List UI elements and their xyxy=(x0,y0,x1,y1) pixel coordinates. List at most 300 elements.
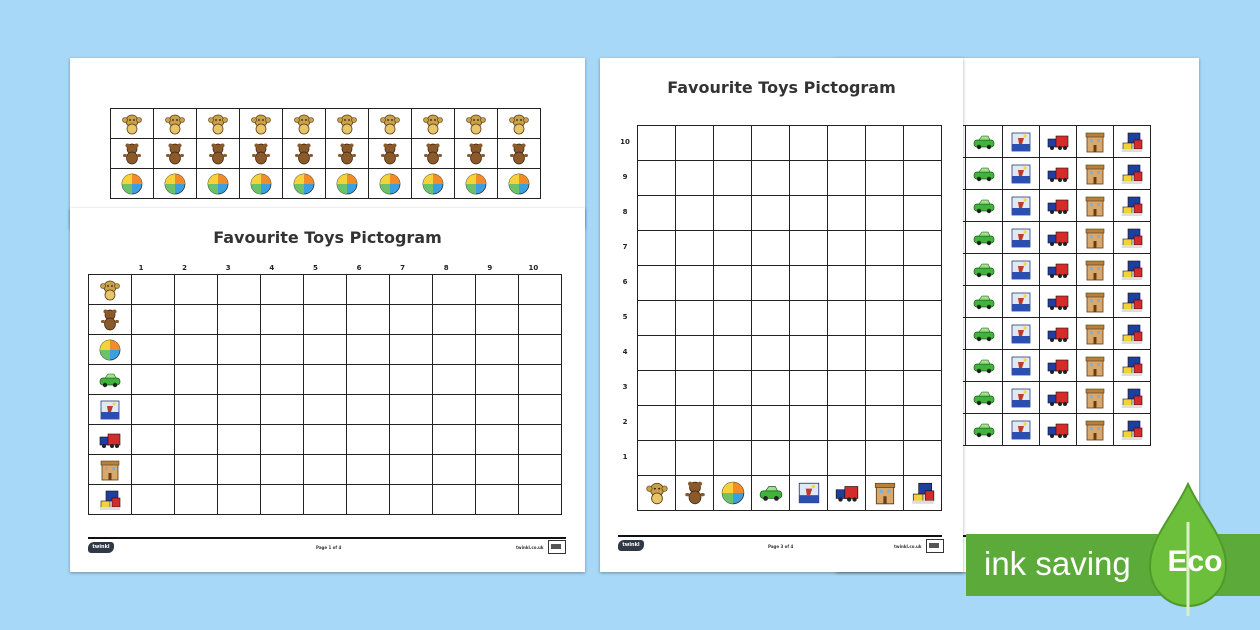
empty-tally-cell[interactable] xyxy=(132,485,175,515)
empty-tally-cell[interactable] xyxy=(638,441,676,476)
empty-tally-cell[interactable] xyxy=(433,425,476,455)
empty-tally-cell[interactable] xyxy=(752,441,790,476)
empty-tally-cell[interactable] xyxy=(132,335,175,365)
empty-tally-cell[interactable] xyxy=(304,335,347,365)
empty-tally-cell[interactable] xyxy=(904,336,942,371)
empty-tally-cell[interactable] xyxy=(390,305,433,335)
empty-tally-cell[interactable] xyxy=(828,161,866,196)
cutout-cell xyxy=(240,109,283,139)
cutout-cell xyxy=(1040,382,1077,414)
empty-tally-cell[interactable] xyxy=(790,406,828,441)
empty-tally-cell[interactable] xyxy=(519,365,562,395)
empty-tally-cell[interactable] xyxy=(676,441,714,476)
empty-tally-cell[interactable] xyxy=(790,301,828,336)
grid-row xyxy=(638,266,942,301)
empty-tally-cell[interactable] xyxy=(261,455,304,485)
empty-tally-cell[interactable] xyxy=(390,485,433,515)
empty-tally-cell[interactable] xyxy=(904,196,942,231)
empty-tally-cell[interactable] xyxy=(390,275,433,305)
empty-tally-cell[interactable] xyxy=(866,301,904,336)
column-toy-cell xyxy=(904,476,942,511)
cutout-grid-top xyxy=(110,108,541,199)
cutout-cell xyxy=(1003,126,1040,158)
empty-tally-cell[interactable] xyxy=(714,231,752,266)
beach-ball-icon xyxy=(378,172,402,196)
cutout-cell xyxy=(1040,190,1077,222)
empty-tally-cell[interactable] xyxy=(676,266,714,301)
empty-tally-cell[interactable] xyxy=(904,406,942,441)
empty-tally-cell[interactable] xyxy=(638,126,676,161)
empty-tally-cell[interactable] xyxy=(828,336,866,371)
empty-tally-cell[interactable] xyxy=(828,231,866,266)
empty-tally-cell[interactable] xyxy=(866,406,904,441)
empty-tally-cell[interactable] xyxy=(433,455,476,485)
column-number: 6 xyxy=(356,264,362,272)
cutout-cell xyxy=(412,139,455,169)
cutout-cell xyxy=(1077,382,1114,414)
empty-tally-cell[interactable] xyxy=(904,301,942,336)
empty-tally-cell[interactable] xyxy=(519,425,562,455)
empty-tally-cell[interactable] xyxy=(218,305,261,335)
cutout-row-monkey-toy xyxy=(111,109,541,139)
empty-tally-cell[interactable] xyxy=(714,126,752,161)
empty-tally-cell[interactable] xyxy=(347,335,390,365)
empty-tally-cell[interactable] xyxy=(218,395,261,425)
grid-row xyxy=(638,406,942,441)
dolls-house-icon xyxy=(1083,194,1107,218)
dolls-house-icon xyxy=(1083,258,1107,282)
empty-tally-cell[interactable] xyxy=(714,301,752,336)
cutout-cell xyxy=(498,109,541,139)
empty-tally-cell[interactable] xyxy=(866,231,904,266)
empty-tally-cell[interactable] xyxy=(676,126,714,161)
empty-tally-cell[interactable] xyxy=(261,335,304,365)
column-number: 1 xyxy=(138,264,144,272)
cutout-cell xyxy=(1040,414,1077,446)
empty-tally-cell[interactable] xyxy=(132,365,175,395)
beach-ball-icon xyxy=(720,480,746,506)
cutout-row-teddy-bear xyxy=(111,139,541,169)
empty-tally-cell[interactable] xyxy=(676,301,714,336)
empty-tally-cell[interactable] xyxy=(714,336,752,371)
row-number: 4 xyxy=(622,348,628,356)
empty-tally-cell[interactable] xyxy=(433,305,476,335)
empty-tally-cell[interactable] xyxy=(904,371,942,406)
empty-tally-cell[interactable] xyxy=(752,336,790,371)
empty-tally-cell[interactable] xyxy=(519,395,562,425)
empty-tally-cell[interactable] xyxy=(752,126,790,161)
eco-label: Eco xyxy=(1167,545,1223,578)
empty-tally-cell[interactable] xyxy=(790,371,828,406)
empty-tally-cell[interactable] xyxy=(261,365,304,395)
empty-tally-cell[interactable] xyxy=(790,441,828,476)
jigsaw-puzzle-icon xyxy=(1009,194,1033,218)
cutout-cell xyxy=(1003,382,1040,414)
toy-car-icon xyxy=(758,480,784,506)
empty-tally-cell[interactable] xyxy=(714,406,752,441)
empty-tally-cell[interactable] xyxy=(175,305,218,335)
row-number: 9 xyxy=(622,173,628,181)
cutout-sheet-top xyxy=(70,58,585,228)
cutout-cell xyxy=(1003,190,1040,222)
cutout-cell xyxy=(498,169,541,199)
teddy-bear-icon xyxy=(464,142,488,166)
empty-tally-cell[interactable] xyxy=(904,161,942,196)
jigsaw-puzzle-icon xyxy=(1009,418,1033,442)
jigsaw-puzzle-icon xyxy=(98,398,122,422)
row-toy-cell xyxy=(89,305,132,335)
empty-tally-cell[interactable] xyxy=(790,126,828,161)
empty-tally-cell[interactable] xyxy=(676,336,714,371)
empty-tally-cell[interactable] xyxy=(218,365,261,395)
beach-ball-icon xyxy=(120,172,144,196)
toy-car-icon xyxy=(972,226,996,250)
column-number: 2 xyxy=(182,264,188,272)
empty-tally-cell[interactable] xyxy=(347,365,390,395)
cutout-cell xyxy=(326,139,369,169)
building-blocks-icon xyxy=(1120,322,1144,346)
row-number: 5 xyxy=(622,313,628,321)
building-blocks-icon xyxy=(910,480,936,506)
empty-tally-cell[interactable] xyxy=(304,395,347,425)
building-blocks-icon xyxy=(1120,130,1144,154)
empty-tally-cell[interactable] xyxy=(828,126,866,161)
row-toy-cell xyxy=(89,335,132,365)
website-text: twinkl.co.uk xyxy=(516,545,544,550)
toy-car-icon xyxy=(972,194,996,218)
empty-tally-cell[interactable] xyxy=(261,425,304,455)
empty-tally-cell[interactable] xyxy=(261,395,304,425)
empty-tally-cell[interactable] xyxy=(828,301,866,336)
cutout-cell xyxy=(1114,126,1151,158)
jigsaw-puzzle-icon xyxy=(796,480,822,506)
empty-tally-cell[interactable] xyxy=(519,305,562,335)
empty-tally-cell[interactable] xyxy=(638,371,676,406)
empty-tally-cell[interactable] xyxy=(390,365,433,395)
teddy-bear-icon xyxy=(507,142,531,166)
empty-tally-cell[interactable] xyxy=(638,301,676,336)
empty-tally-cell[interactable] xyxy=(175,485,218,515)
cutout-cell xyxy=(1040,318,1077,350)
empty-tally-cell[interactable] xyxy=(304,455,347,485)
empty-tally-cell[interactable] xyxy=(828,266,866,301)
quality-stamp xyxy=(548,540,566,554)
empty-tally-cell[interactable] xyxy=(676,161,714,196)
toy-car-icon xyxy=(98,368,122,392)
cutout-cell xyxy=(154,169,197,199)
empty-tally-cell[interactable] xyxy=(304,485,347,515)
cutout-cell xyxy=(240,169,283,199)
jigsaw-puzzle-icon xyxy=(1009,226,1033,250)
column-number: 5 xyxy=(312,264,318,272)
empty-tally-cell[interactable] xyxy=(433,395,476,425)
empty-tally-cell[interactable] xyxy=(904,231,942,266)
cutout-cell xyxy=(1114,190,1151,222)
empty-tally-cell[interactable] xyxy=(676,231,714,266)
cutout-cell xyxy=(326,169,369,199)
empty-tally-cell[interactable] xyxy=(519,335,562,365)
empty-tally-cell[interactable] xyxy=(828,406,866,441)
cutout-cell xyxy=(326,109,369,139)
toy-car-icon xyxy=(972,322,996,346)
empty-tally-cell[interactable] xyxy=(638,266,676,301)
empty-tally-cell[interactable] xyxy=(390,425,433,455)
empty-tally-cell[interactable] xyxy=(175,335,218,365)
toy-train-icon xyxy=(98,428,122,452)
page-title: Favourite Toys Pictogram xyxy=(667,78,896,97)
empty-tally-cell[interactable] xyxy=(866,266,904,301)
empty-tally-cell[interactable] xyxy=(828,371,866,406)
empty-tally-cell[interactable] xyxy=(476,485,519,515)
empty-tally-cell[interactable] xyxy=(866,371,904,406)
empty-tally-cell[interactable] xyxy=(304,275,347,305)
dolls-house-icon xyxy=(1083,290,1107,314)
dolls-house-icon xyxy=(1083,130,1107,154)
empty-tally-cell[interactable] xyxy=(476,395,519,425)
empty-tally-cell[interactable] xyxy=(175,395,218,425)
beach-ball-icon xyxy=(335,172,359,196)
teddy-bear-icon xyxy=(292,142,316,166)
cutout-cell xyxy=(111,169,154,199)
empty-tally-cell[interactable] xyxy=(904,126,942,161)
empty-tally-cell[interactable] xyxy=(828,441,866,476)
row-number: 7 xyxy=(622,243,628,251)
toy-car-icon xyxy=(972,290,996,314)
toy-train-icon xyxy=(1046,290,1070,314)
column-toy-cell xyxy=(752,476,790,511)
cutout-cell xyxy=(1077,254,1114,286)
beach-ball-icon xyxy=(98,338,122,362)
monkey-toy-icon xyxy=(206,112,230,136)
teddy-bear-icon xyxy=(421,142,445,166)
empty-tally-cell[interactable] xyxy=(752,231,790,266)
empty-tally-cell[interactable] xyxy=(175,455,218,485)
empty-tally-cell[interactable] xyxy=(638,196,676,231)
empty-tally-cell[interactable] xyxy=(132,395,175,425)
column-number: 9 xyxy=(487,264,493,272)
cutout-cell xyxy=(966,318,1003,350)
empty-tally-cell[interactable] xyxy=(676,406,714,441)
empty-tally-cell[interactable] xyxy=(828,196,866,231)
toy-car-icon xyxy=(972,386,996,410)
empty-tally-cell[interactable] xyxy=(390,335,433,365)
toy-car-icon xyxy=(972,162,996,186)
grid-row xyxy=(638,371,942,406)
empty-tally-cell[interactable] xyxy=(676,196,714,231)
empty-tally-cell[interactable] xyxy=(347,275,390,305)
cutout-cell xyxy=(966,126,1003,158)
column-toy-cell xyxy=(714,476,752,511)
toy-train-icon xyxy=(834,480,860,506)
cutout-cell xyxy=(1003,222,1040,254)
cutout-cell xyxy=(1077,190,1114,222)
cutout-cell xyxy=(966,414,1003,446)
empty-tally-cell[interactable] xyxy=(638,231,676,266)
cutout-cell xyxy=(1077,414,1114,446)
teddy-bear-icon xyxy=(206,142,230,166)
toy-car-icon xyxy=(972,354,996,378)
empty-tally-cell[interactable] xyxy=(433,275,476,305)
beach-ball-icon xyxy=(249,172,273,196)
empty-tally-cell[interactable] xyxy=(790,161,828,196)
portrait-pictogram-sheet xyxy=(600,58,963,572)
cutout-cell xyxy=(283,139,326,169)
cutout-cell xyxy=(1077,350,1114,382)
cutout-cell xyxy=(966,222,1003,254)
cutout-cell xyxy=(1077,318,1114,350)
empty-tally-cell[interactable] xyxy=(866,441,904,476)
empty-tally-cell[interactable] xyxy=(218,455,261,485)
empty-tally-cell[interactable] xyxy=(132,455,175,485)
cutout-cell xyxy=(455,109,498,139)
cutout-cell xyxy=(412,169,455,199)
empty-tally-cell[interactable] xyxy=(304,365,347,395)
empty-tally-cell[interactable] xyxy=(638,406,676,441)
empty-tally-cell[interactable] xyxy=(476,275,519,305)
empty-tally-cell[interactable] xyxy=(752,196,790,231)
grid-row-beach-ball xyxy=(89,335,562,365)
empty-tally-cell[interactable] xyxy=(347,485,390,515)
toy-car-icon xyxy=(972,130,996,154)
row-number: 8 xyxy=(622,208,628,216)
empty-tally-cell[interactable] xyxy=(390,395,433,425)
empty-tally-cell[interactable] xyxy=(476,335,519,365)
grid-row xyxy=(638,301,942,336)
empty-tally-cell[interactable] xyxy=(476,425,519,455)
empty-tally-cell[interactable] xyxy=(676,371,714,406)
cutout-cell xyxy=(1003,350,1040,382)
empty-tally-cell[interactable] xyxy=(752,161,790,196)
quality-stamp xyxy=(926,539,944,553)
monkey-toy-icon xyxy=(249,112,273,136)
teddy-bear-icon xyxy=(682,480,708,506)
empty-tally-cell[interactable] xyxy=(638,336,676,371)
empty-tally-cell[interactable] xyxy=(866,196,904,231)
empty-tally-cell[interactable] xyxy=(904,441,942,476)
empty-tally-cell[interactable] xyxy=(132,425,175,455)
empty-tally-cell[interactable] xyxy=(752,266,790,301)
monkey-toy-icon xyxy=(163,112,187,136)
cutout-cell xyxy=(498,139,541,169)
row-number: 3 xyxy=(622,383,628,391)
empty-tally-cell[interactable] xyxy=(347,395,390,425)
beach-ball-icon xyxy=(507,172,531,196)
monkey-toy-icon xyxy=(292,112,316,136)
empty-tally-cell[interactable] xyxy=(714,441,752,476)
empty-tally-cell[interactable] xyxy=(175,275,218,305)
empty-tally-cell[interactable] xyxy=(790,266,828,301)
row-toy-cell xyxy=(89,455,132,485)
cutout-cell xyxy=(966,350,1003,382)
empty-tally-cell[interactable] xyxy=(638,161,676,196)
empty-tally-cell[interactable] xyxy=(132,275,175,305)
empty-tally-cell[interactable] xyxy=(714,161,752,196)
cutout-cell xyxy=(240,139,283,169)
cutout-cell xyxy=(369,169,412,199)
grid-row-teddy-bear xyxy=(89,305,562,335)
empty-tally-cell[interactable] xyxy=(218,425,261,455)
toy-train-icon xyxy=(1046,226,1070,250)
empty-tally-cell[interactable] xyxy=(175,365,218,395)
toy-train-icon xyxy=(1046,258,1070,282)
empty-tally-cell[interactable] xyxy=(218,335,261,365)
monkey-toy-icon xyxy=(644,480,670,506)
empty-tally-cell[interactable] xyxy=(304,305,347,335)
empty-tally-cell[interactable] xyxy=(347,425,390,455)
empty-tally-cell[interactable] xyxy=(433,485,476,515)
toy-train-icon xyxy=(1046,322,1070,346)
beach-ball-icon xyxy=(292,172,316,196)
empty-tally-cell[interactable] xyxy=(261,485,304,515)
empty-tally-cell[interactable] xyxy=(752,406,790,441)
empty-tally-cell[interactable] xyxy=(261,305,304,335)
toy-car-icon xyxy=(972,418,996,442)
empty-tally-cell[interactable] xyxy=(218,275,261,305)
empty-tally-cell[interactable] xyxy=(866,161,904,196)
row-toy-cell xyxy=(89,485,132,515)
empty-tally-cell[interactable] xyxy=(261,275,304,305)
column-toy-cell xyxy=(790,476,828,511)
cutout-cell xyxy=(1040,222,1077,254)
empty-tally-cell[interactable] xyxy=(433,335,476,365)
empty-tally-cell[interactable] xyxy=(175,425,218,455)
cutout-cell xyxy=(1040,286,1077,318)
empty-tally-cell[interactable] xyxy=(433,365,476,395)
row-number: 1 xyxy=(622,453,628,461)
empty-tally-cell[interactable] xyxy=(347,455,390,485)
empty-tally-cell[interactable] xyxy=(790,231,828,266)
toy-train-icon xyxy=(1046,386,1070,410)
empty-tally-cell[interactable] xyxy=(218,485,261,515)
empty-tally-cell[interactable] xyxy=(752,371,790,406)
empty-tally-cell[interactable] xyxy=(714,266,752,301)
empty-tally-cell[interactable] xyxy=(866,126,904,161)
teddy-bear-icon xyxy=(378,142,402,166)
empty-tally-cell[interactable] xyxy=(476,365,519,395)
toy-label-row xyxy=(638,476,942,511)
cutout-cell xyxy=(1003,158,1040,190)
empty-tally-cell[interactable] xyxy=(476,455,519,485)
empty-tally-cell[interactable] xyxy=(714,196,752,231)
empty-tally-cell[interactable] xyxy=(390,455,433,485)
cutout-cell xyxy=(197,139,240,169)
dolls-house-icon xyxy=(1083,386,1107,410)
building-blocks-icon xyxy=(1120,194,1144,218)
empty-tally-cell[interactable] xyxy=(904,266,942,301)
empty-tally-cell[interactable] xyxy=(347,305,390,335)
empty-tally-cell[interactable] xyxy=(132,305,175,335)
empty-tally-cell[interactable] xyxy=(519,275,562,305)
dolls-house-icon xyxy=(1083,322,1107,346)
jigsaw-puzzle-icon xyxy=(1009,162,1033,186)
empty-tally-cell[interactable] xyxy=(866,336,904,371)
empty-tally-cell[interactable] xyxy=(519,485,562,515)
empty-tally-cell[interactable] xyxy=(752,301,790,336)
cutout-cell xyxy=(966,286,1003,318)
building-blocks-icon xyxy=(1120,290,1144,314)
empty-tally-cell[interactable] xyxy=(790,196,828,231)
column-number: 8 xyxy=(443,264,449,272)
cutout-cell xyxy=(197,169,240,199)
cutout-cell xyxy=(1040,158,1077,190)
empty-tally-cell[interactable] xyxy=(476,305,519,335)
grid-row xyxy=(638,441,942,476)
empty-tally-cell[interactable] xyxy=(304,425,347,455)
row-number: 6 xyxy=(622,278,628,286)
empty-tally-cell[interactable] xyxy=(519,455,562,485)
empty-tally-cell[interactable] xyxy=(714,371,752,406)
empty-tally-cell[interactable] xyxy=(790,336,828,371)
